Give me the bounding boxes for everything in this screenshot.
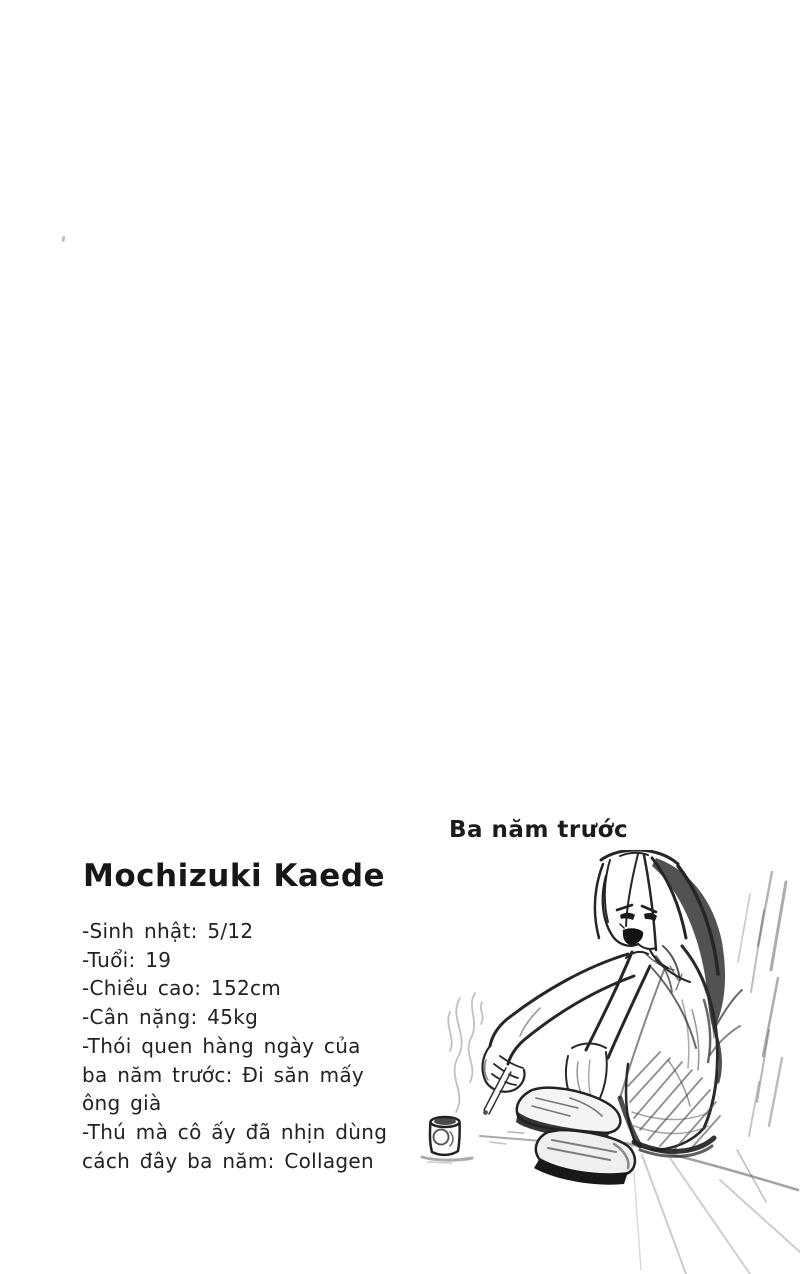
profile-line-age: -Tuổi: 19: [82, 947, 172, 972]
profile-line-height: -Chiều cao: 152cm: [82, 976, 282, 1001]
sketch-caption: Ba năm trước: [449, 817, 629, 843]
profile-details: [82, 917, 412, 1175]
profile-line-quit-2: cách đây ba năm: Collagen: [82, 1148, 374, 1173]
stray-mark: [61, 236, 65, 242]
character-name: Mochizuki Kaede: [83, 858, 386, 894]
profile-line-habit-3: ông già: [82, 1091, 162, 1116]
profile-line-habit-2: ba năm trước: Đi săn mấy: [82, 1062, 365, 1087]
profile-line-quit-1: -Thú mà cô ấy đã nhịn dùng: [82, 1119, 388, 1144]
profile-line-habit-1: -Thói quen hàng ngày của: [82, 1033, 361, 1058]
profile-line-birthday: -Sinh nhật: 5/12: [82, 919, 254, 943]
character-sketch-illustration: [420, 850, 800, 1274]
profile-line-weight: -Cân nặng: 45kg: [82, 1005, 259, 1030]
